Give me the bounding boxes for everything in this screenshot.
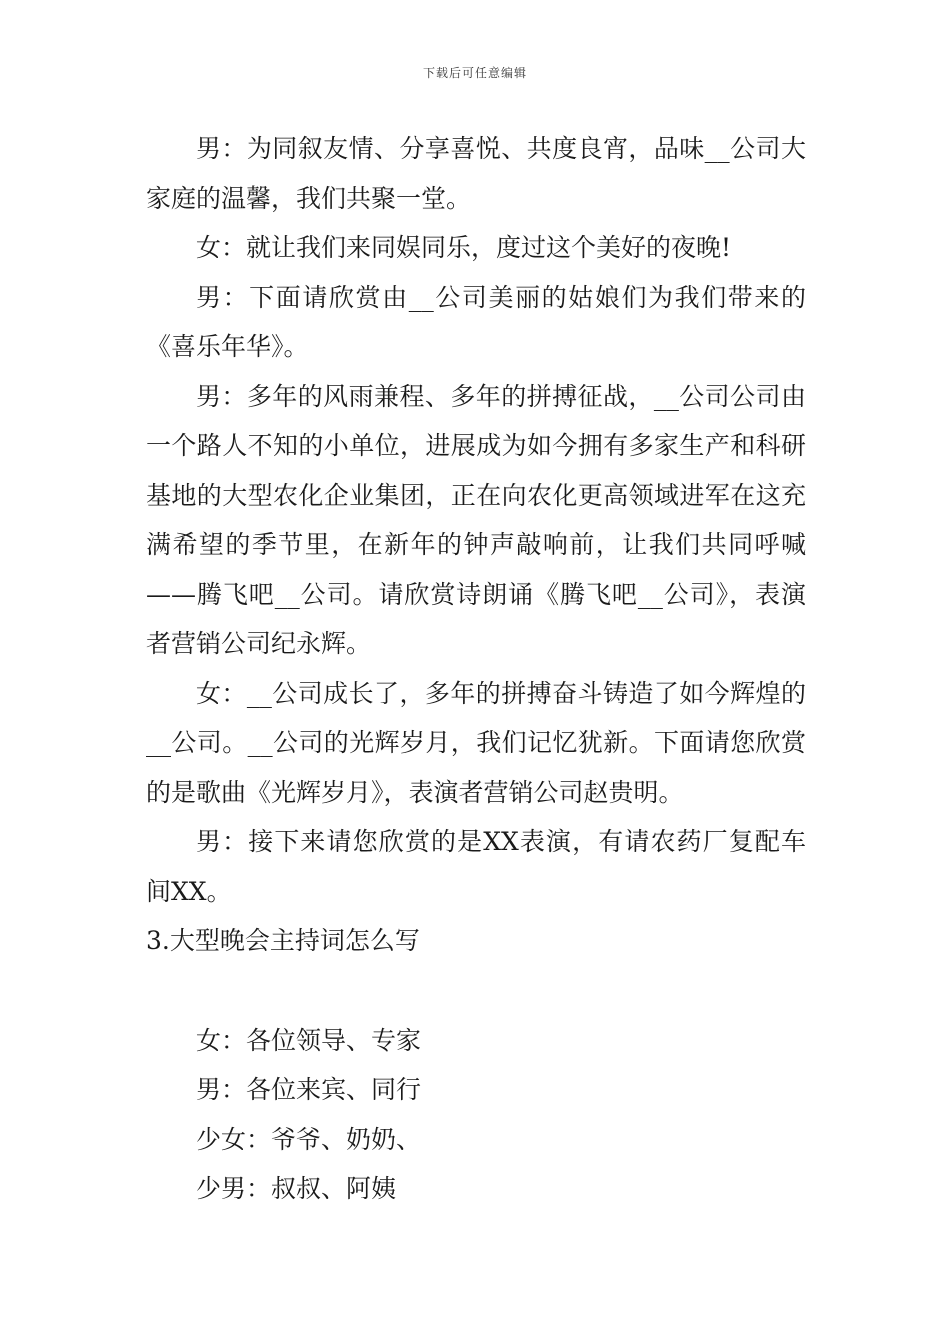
paragraph: 男：下面请欣赏由__公司美丽的姑娘们为我们带来的《喜乐年华》。	[146, 282, 806, 361]
paragraph: 男：接下来请您欣赏的是XX表演，有请农药厂复配车间XX。	[146, 827, 806, 906]
paragraph: 男：多年的风雨兼程、多年的拼搏征战，__公司公司由一个路人不知的小单位，进展成为如今拥有多家生产和科研基地的大型农化企业集团，正在向农化更高领域进军在这充满希望的季节里，在新年的钟声敲响前，让我们共同呼喊——腾飞吧__公司。请欣赏诗朗诵《腾飞吧__公司》，表演者营销公司纪永辉。	[146, 381, 806, 658]
closing-line: 男：各位来宾、同行	[196, 1075, 422, 1104]
page-header: 下载后可任意编辑	[422, 66, 527, 80]
paragraph: 女：__公司成长了，多年的拼搏奋斗铸造了如今辉煌的__公司。__公司的光辉岁月，我们记忆犹新。下面请您欣赏的是歌曲《光辉岁月》，表演者营销公司赵贵明。	[146, 678, 806, 807]
closing-line: 少男：叔叔、阿姨	[196, 1174, 397, 1203]
document-body	[146, 124, 806, 1214]
spacer	[146, 966, 806, 1016]
closing-line: 少女：爷爷、奶奶、	[196, 1124, 422, 1154]
section-heading: 3.大型晚会主持词怎么写	[146, 926, 420, 955]
closing-line: 女：各位领导、专家	[196, 1025, 422, 1055]
paragraph: 女：就让我们来同娱同乐，度过这个美好的夜晚!	[196, 233, 732, 262]
paragraph: 男：为同叙友情、分享喜悦、共度良宵，品味__公司大家庭的温馨，我们共聚一堂。	[146, 134, 806, 213]
